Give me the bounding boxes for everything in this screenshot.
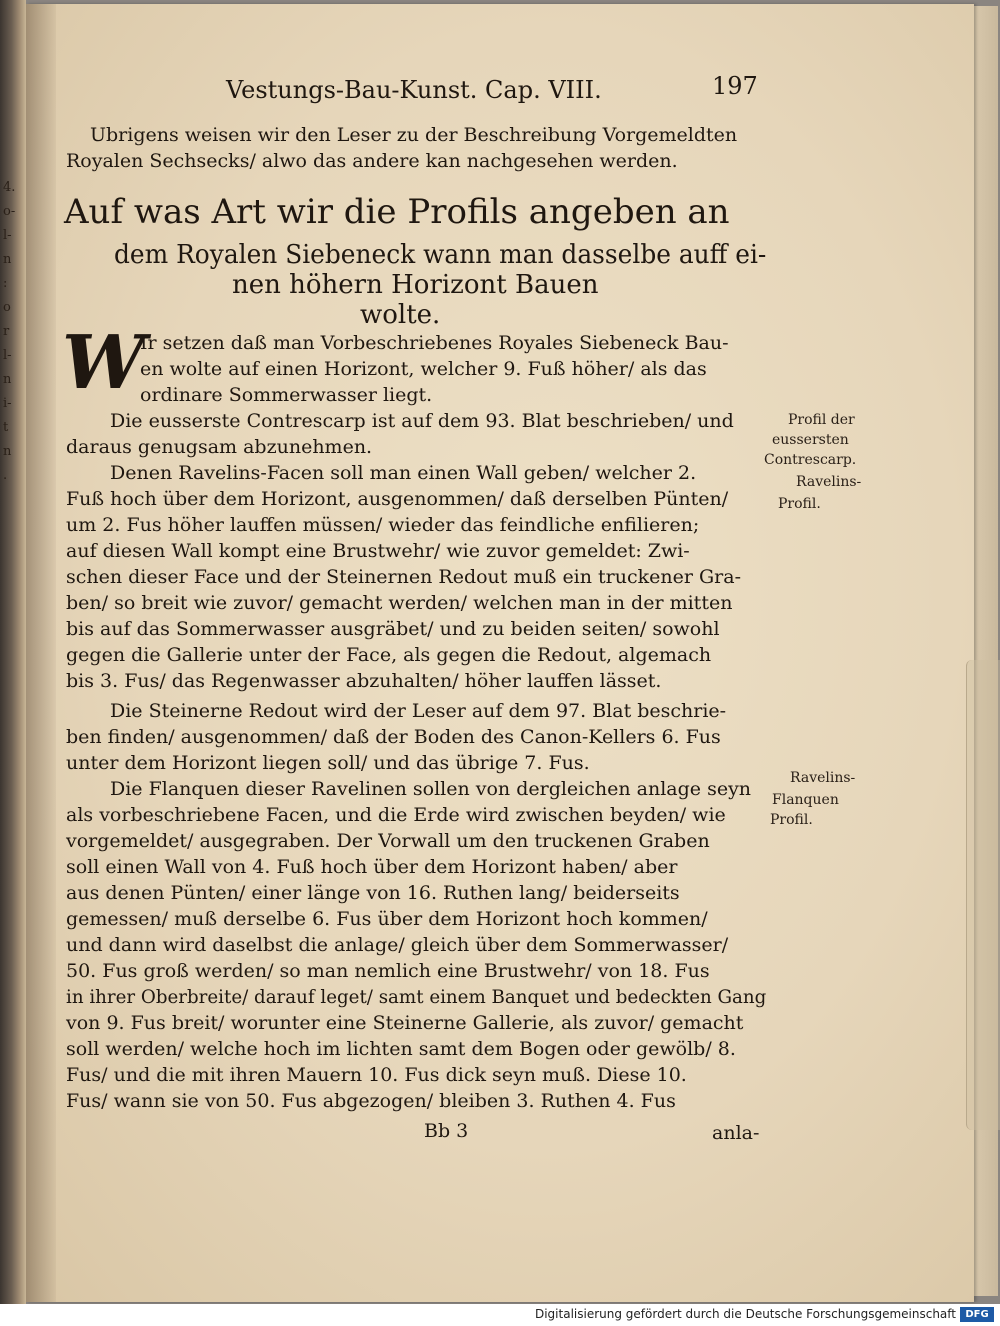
body-line: daraus genugsam abzunehmen.	[66, 436, 373, 458]
facing-page-fragment: n	[3, 372, 12, 387]
margin-note-line: Contrescarp.	[764, 452, 857, 468]
body-line: Die Flanquen dieser Ravelinen sollen von dergleichen anlage seyn	[110, 778, 752, 800]
page-tab-edge	[966, 660, 1000, 1130]
footer-credit: Digitalisierung gefördert durch die Deutsche Forschungsgemeinschaft	[534, 1307, 956, 1321]
intro-line: Ubrigens weisen wir den Leser zu der Beschreibung Vorgemeldten	[90, 124, 738, 146]
facing-page-fragment: t	[3, 420, 9, 435]
facing-page-fragment: .	[3, 468, 8, 483]
paragraph-line: ordinare Sommerwasser liegt.	[140, 384, 433, 406]
facing-page-fragment: l-	[3, 228, 12, 243]
body-line: von 9. Fus breit/ worunter eine Steinerne Gallerie, als zuvor/ gemacht	[66, 1012, 744, 1034]
facing-page-fragment: r	[3, 324, 10, 339]
facing-page-fragment: o	[3, 300, 11, 315]
paragraph-line: Ir setzen daß man Vorbeschriebenes Royales Siebeneck Bau-	[140, 332, 729, 354]
body-line: in ihrer Oberbreite/ darauf leget/ samt einem Banquet und bedeckten Gang	[66, 986, 767, 1008]
facing-page-fragment: o-	[3, 204, 16, 219]
margin-note-line: eussersten	[772, 432, 849, 448]
margin-note-line: Profil der	[788, 412, 855, 428]
intro-line: Royalen Sechsecks/ alwo das andere kan nachgesehen werden.	[66, 150, 678, 172]
body-line: Denen Ravelins-Facen soll man einen Wall geben/ welcher 2.	[110, 462, 697, 484]
facing-page-fragment: i-	[3, 396, 12, 411]
body-line: ben finden/ ausgenommen/ daß der Boden des Canon-Kellers 6. Fus	[66, 726, 721, 748]
margin-note-line: Flanquen	[772, 792, 839, 808]
catchword: anla-	[712, 1122, 760, 1144]
body-line: Die Steinerne Redout wird der Leser auf dem 97. Blat beschrie-	[110, 700, 727, 722]
body-line: auf diesen Wall kompt eine Brustwehr/ wie zuvor gemeldet: Zwi-	[66, 540, 690, 562]
body-line: soll werden/ welche hoch im lichten samt dem Bogen oder gewölb/ 8.	[66, 1038, 736, 1060]
body-line: um 2. Fus höher lauffen müssen/ wieder das feindliche enfilieren;	[66, 514, 700, 536]
signature-mark: Bb 3	[424, 1120, 469, 1142]
body-line: vorgemeldet/ ausgegraben. Der Vorwall um den truckenen Graben	[66, 830, 710, 852]
margin-note-line: Profil.	[778, 496, 821, 512]
body-line: bis 3. Fus/ das Regenwasser abzuhalten/ höher lauffen lässet.	[66, 670, 662, 692]
body-line: 50. Fus groß werden/ so man nemlich eine Brustwehr/ von 18. Fus	[66, 960, 710, 982]
body-line: Fuß hoch über dem Horizont, ausgenommen/ daß derselben Pünten/	[66, 488, 729, 510]
page-number: 197	[712, 72, 758, 100]
section-title: Auf was Art wir die Profils angeben an	[64, 192, 730, 232]
body-line: und dann wird daselbst die anlage/ gleich über dem Sommerwasser/	[66, 934, 729, 956]
margin-note-line: Ravelins-	[796, 474, 862, 490]
body-line: gemessen/ muß derselbe 6. Fus über dem Horizont hoch kommen/	[66, 908, 708, 930]
body-line: als vorbeschriebene Facen, und die Erde wird zwischen beyden/ wie	[66, 804, 726, 826]
section-title-line: nen höhern Horizont Bauen	[232, 270, 599, 300]
running-title: Vestungs-Bau-Kunst. Cap. VIII.	[226, 76, 602, 104]
paragraph-line: en wolte auf einen Horizont, welcher 9. Fuß höher/ als das	[140, 358, 707, 380]
book-gutter-shadow	[26, 4, 56, 1302]
body-line: soll einen Wall von 4. Fuß hoch über dem Horizont haben/ aber	[66, 856, 678, 878]
drop-cap: W	[62, 320, 146, 406]
margin-note-line: Ravelins-	[790, 770, 856, 786]
facing-page-fragment: :	[3, 276, 8, 291]
body-line: unter dem Horizont liegen soll/ und das übrige 7. Fus.	[66, 752, 590, 774]
body-line: gegen die Gallerie unter der Face, als gegen die Redout, algemach	[66, 644, 712, 666]
body-line: bis auf das Sommerwasser ausgräbet/ und zu beiden seiten/ sowohl	[66, 618, 720, 640]
body-line: schen dieser Face und der Steinernen Redout muß ein truckener Gra-	[66, 566, 742, 588]
body-line: Fus/ wann sie von 50. Fus abgezogen/ bleiben 3. Ruthen 4. Fus	[66, 1090, 676, 1112]
body-line: Die eusserste Contrescarp ist auf dem 93. Blat beschrieben/ und	[110, 410, 734, 432]
facing-page-fragment: l-	[3, 348, 12, 363]
section-title-line: wolte.	[360, 300, 441, 330]
digitization-footer	[0, 1304, 1000, 1326]
dfg-logo: DFG	[960, 1307, 994, 1322]
margin-note-line: Profil.	[770, 812, 813, 828]
body-line: ben/ so breit wie zuvor/ gemacht werden/ welchen man in der mitten	[66, 592, 733, 614]
facing-page-fragment: n	[3, 444, 12, 459]
body-line: Fus/ und die mit ihren Mauern 10. Fus dick seyn muß. Diese 10.	[66, 1064, 687, 1086]
facing-page-fragment: n	[3, 252, 12, 267]
section-title-line: dem Royalen Siebeneck wann man dasselbe auff ei-	[114, 240, 767, 270]
body-line: aus denen Pünten/ einer länge von 16. Ruthen lang/ beiderseits	[66, 882, 680, 904]
facing-page-fragment: 4.	[3, 180, 16, 195]
